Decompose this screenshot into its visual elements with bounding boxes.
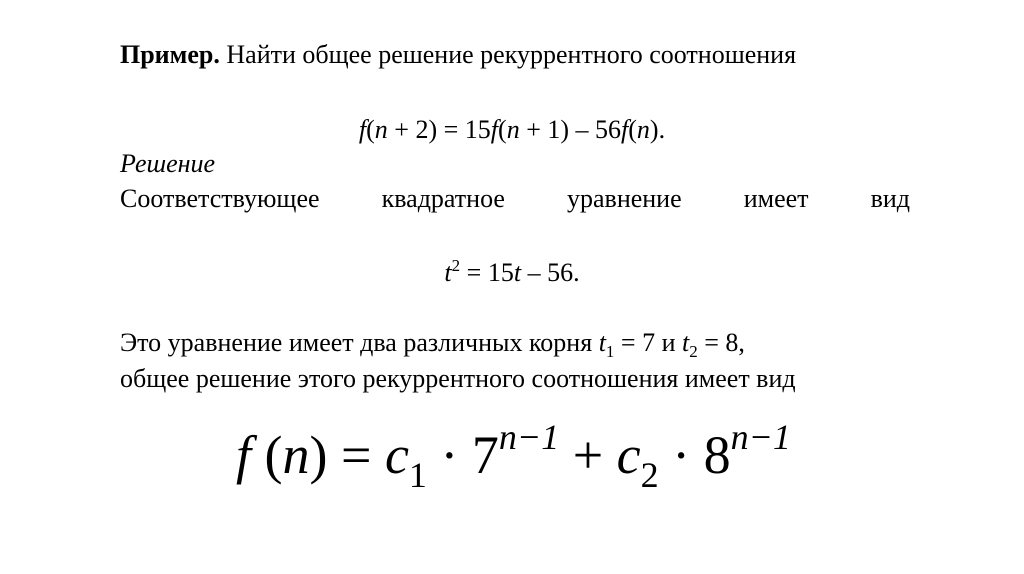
general-solution-line: [120, 364, 796, 394]
formula-exp2: [731, 417, 791, 457]
formula-exp2-text: n−1: [730, 417, 791, 457]
root-t1: t: [598, 328, 606, 357]
char-eq-t2: t: [513, 258, 522, 287]
quadratic-sentence: [120, 184, 910, 214]
formula-dot2: ·: [658, 425, 704, 485]
recurrence-end: ).: [649, 115, 666, 144]
formula-c2: c: [616, 425, 641, 485]
sentence-word: Соответствующее: [120, 184, 320, 213]
char-eq-exp: 2: [451, 256, 461, 275]
recurrence-p3: (: [628, 115, 637, 144]
formula-base1: 7: [471, 425, 499, 485]
solution-heading-text: Решение: [120, 149, 216, 178]
roots-text: Это уравнение имеет два различных корня: [120, 328, 599, 357]
sentence-word: квадратное: [381, 184, 505, 213]
formula-exp1: [499, 417, 559, 457]
example-label: Пример.: [120, 40, 220, 69]
recurrence-f1: f: [358, 115, 367, 144]
formula-c1-sub: 1: [408, 455, 427, 495]
formula-base2: 8: [703, 425, 731, 485]
characteristic-equation: [0, 258, 1024, 288]
recurrence-n2: n: [506, 115, 520, 144]
sentence-word: вид: [870, 184, 910, 213]
recurrence-p1: (: [366, 115, 375, 144]
general-solution-text: общее решение этого рекуррентного соотношения имеет вид: [120, 364, 796, 393]
recurrence-mid2: + 1) – 56: [519, 115, 622, 144]
recurrence-f2: f: [490, 115, 499, 144]
sentence-word: имеет: [743, 184, 809, 213]
root-t2-sub: 2: [689, 342, 698, 361]
formula-f: f: [236, 425, 252, 485]
formula-open: (: [251, 425, 283, 485]
formula-close: ): [309, 425, 328, 485]
solution-heading: [120, 149, 215, 179]
recurrence-f3: f: [621, 115, 629, 144]
char-eq-mid: = 15: [460, 258, 514, 287]
formula-c1: c: [384, 425, 409, 485]
formula-c2-sub: 2: [640, 455, 659, 495]
formula-plus: +: [559, 425, 617, 485]
recurrence-formula: [0, 115, 1024, 145]
formula-dot1: ·: [426, 425, 472, 485]
recurrence-p2: (: [498, 115, 507, 144]
recurrence-mid1: + 2) = 15: [387, 115, 491, 144]
recurrence-n3: n: [636, 115, 650, 144]
example-text: Найти общее решение рекуррентного соотношения: [226, 40, 797, 69]
char-eq-t1: t: [444, 258, 452, 287]
roots-line: [120, 328, 745, 361]
root-t1-sub: 1: [605, 342, 615, 361]
sentence-word: уравнение: [567, 184, 682, 213]
root-t2-value: = 8,: [697, 328, 745, 357]
general-solution-formula: [236, 417, 791, 495]
char-eq-end: – 56.: [521, 258, 580, 287]
root-t2: t: [682, 328, 690, 357]
recurrence-n1: n: [374, 115, 388, 144]
formula-n: n: [282, 425, 310, 485]
root-t1-value: = 7 и: [614, 328, 682, 357]
example-statement: [120, 40, 796, 70]
formula-exp1-text: n−1: [498, 417, 560, 457]
formula-eq: =: [327, 425, 385, 485]
